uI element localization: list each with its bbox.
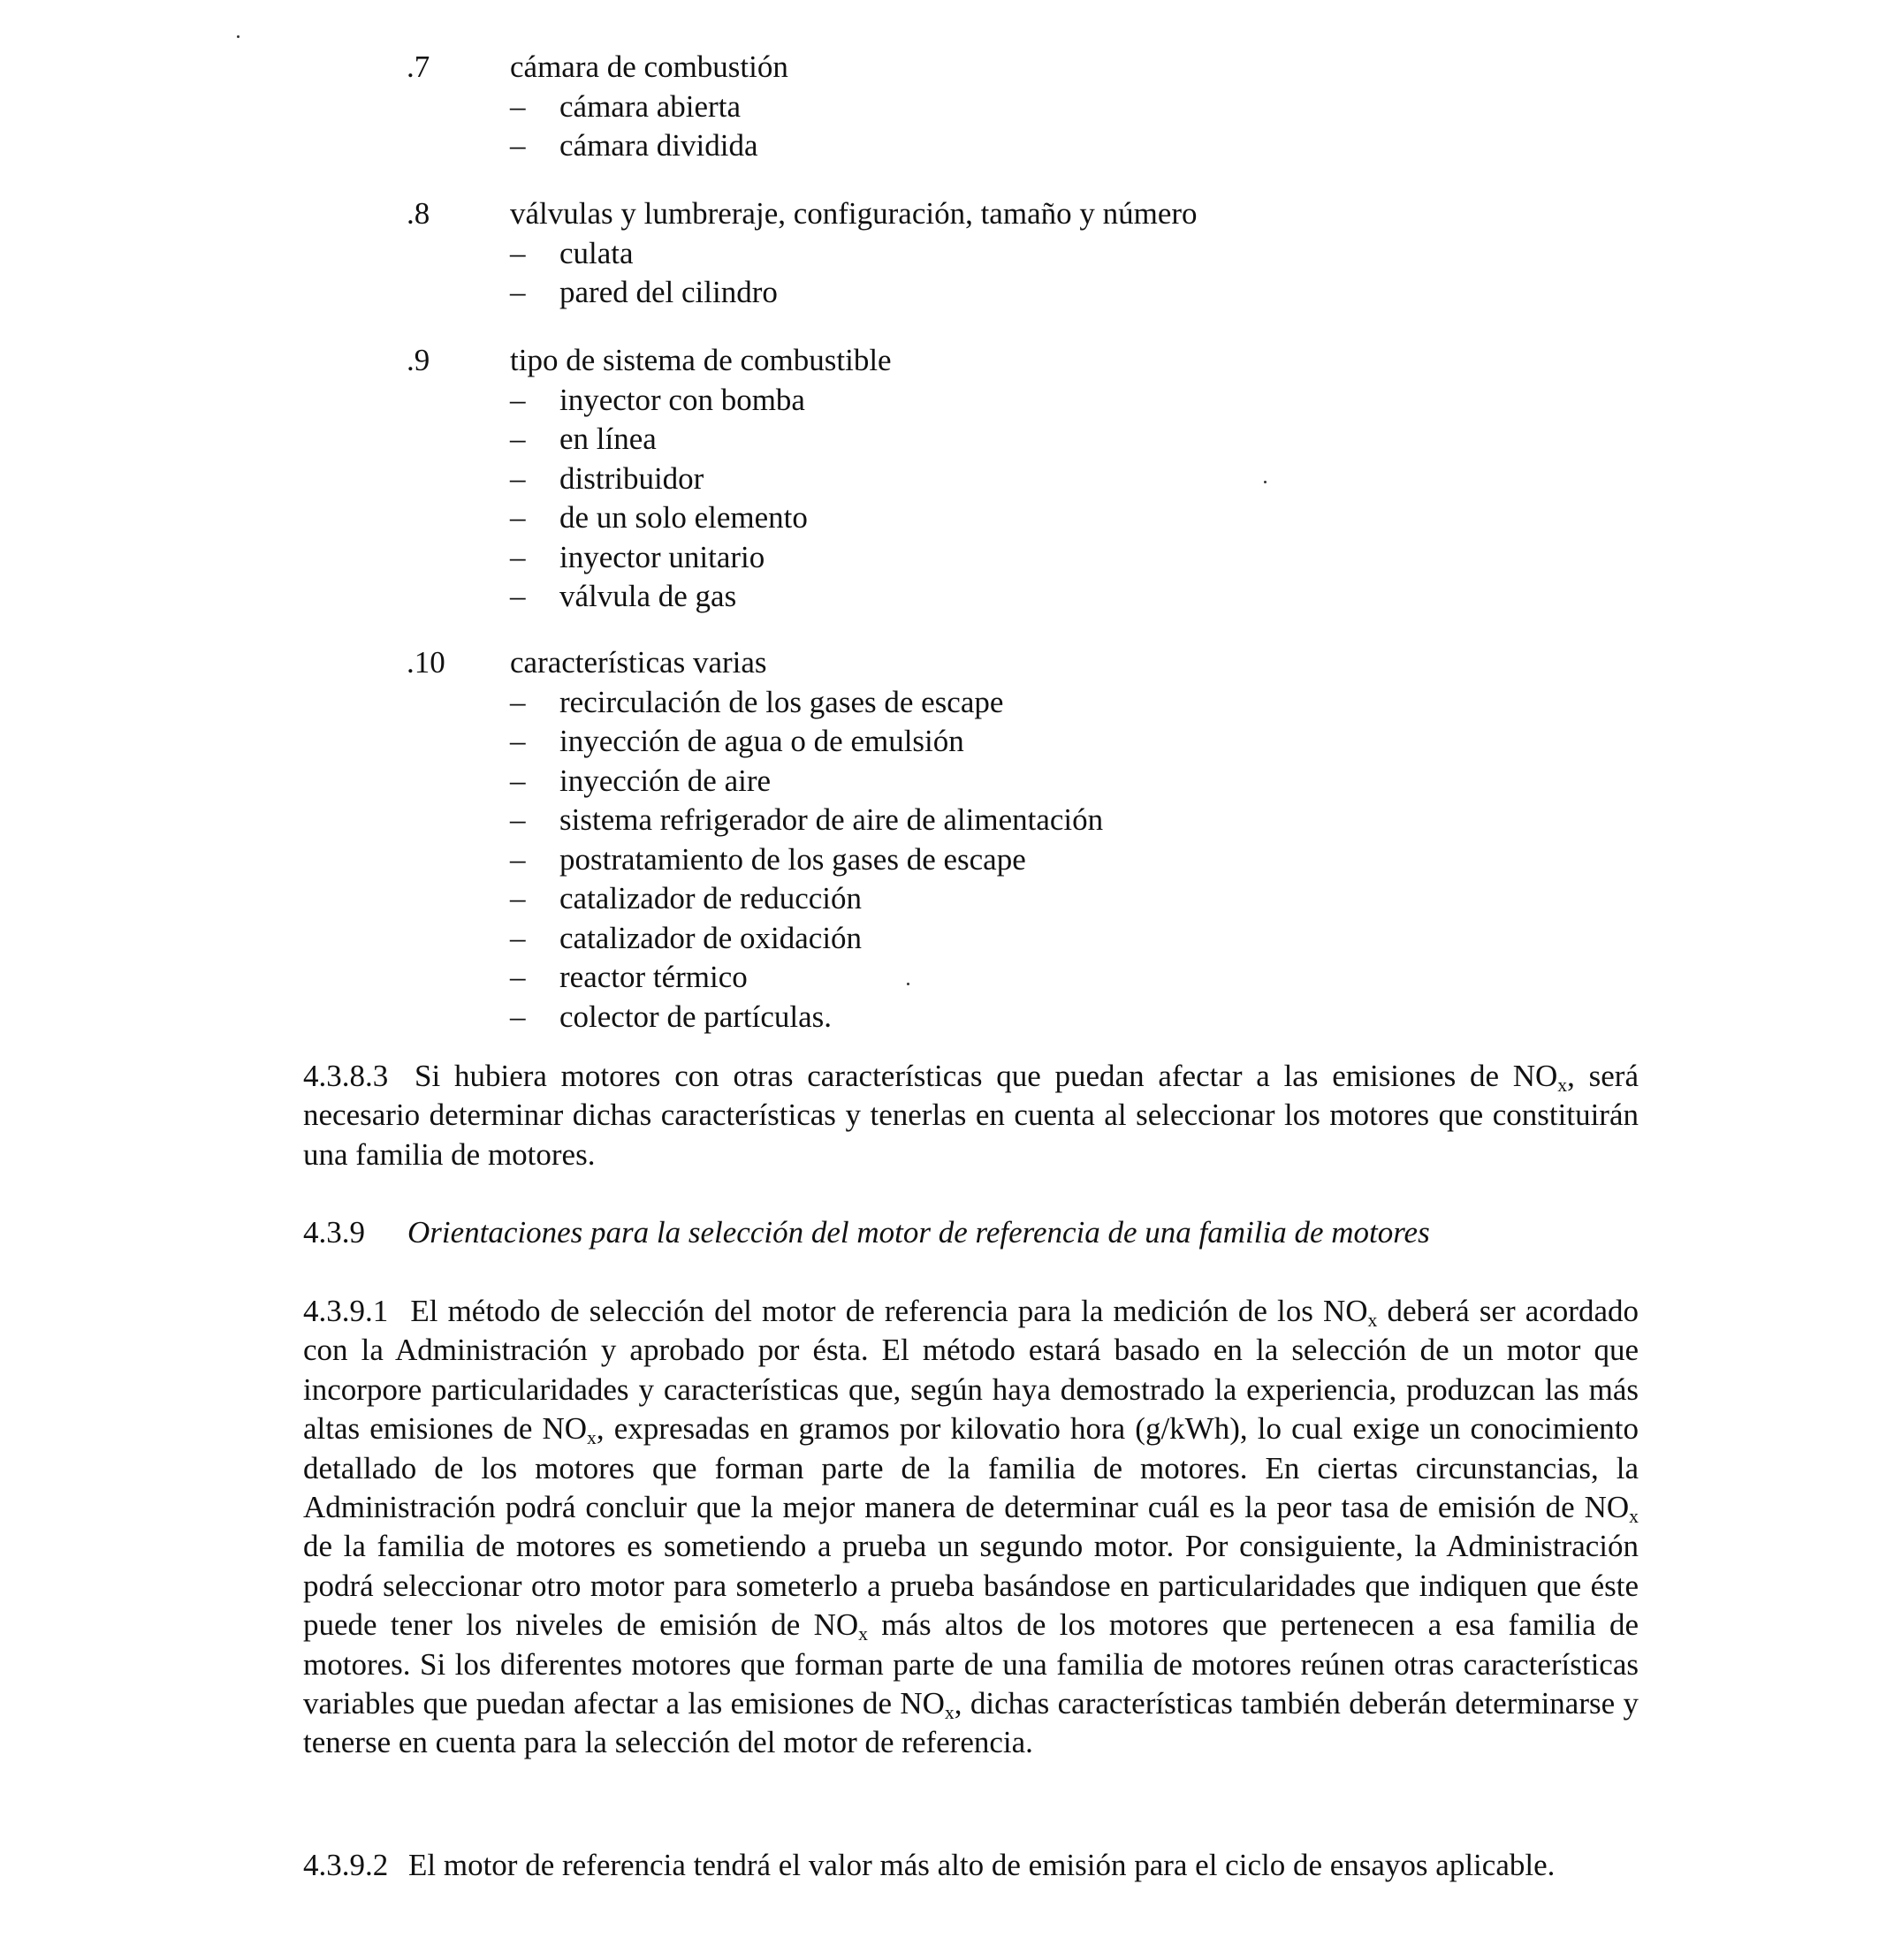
bullet-text: inyección de aire [559,763,772,798]
item-title: características varias [510,645,767,680]
section-heading-4-3-9 [303,1213,1717,1252]
item-number: .9 [407,343,430,377]
bullet-text: cámara dividida [559,128,758,163]
bullet-text: sistema refrigerador de aire de alimentación [559,802,1104,837]
paragraph-text: de la familia de motores es sometiendo a prueba un segundo motor. Por consiguiente, la Administración podrá seleccionar otro motor para someterlo a prueba basándose en particularidades que indiquen que éste puede tener los niveles de emisión de NO [303,1529,1639,1643]
dash-marker: – [510,724,526,758]
dash-marker: – [510,539,526,574]
list-item [510,577,808,617]
bullet-text: en línea [559,422,657,456]
list-item [510,683,1103,723]
subscript: x [1629,1506,1639,1528]
dash-marker: – [510,960,526,994]
section-number: 4.3.9 [303,1215,365,1250]
subscript: x [944,1702,955,1724]
bullet-text: válvula de gas [559,579,737,613]
bullet-text: pared del cilindro [559,275,778,309]
paragraph-text: Si hubiera motores con otras características que puedan afectar a las emisiones de NO [415,1059,1558,1093]
list-item [510,126,757,166]
heading-text: Orientaciones para la selección del motor de referencia de una familia de motores [407,1215,1430,1250]
list-item [510,762,1103,801]
section-number: 4.3.9.2 [303,1848,389,1882]
bullet-list [510,381,808,617]
dash-marker: – [510,579,526,613]
dash-marker: – [510,999,526,1034]
section-number: 4.3.8.3 [303,1059,389,1093]
bullet-text: inyector con bomba [559,382,805,417]
subscript: x [1367,1310,1378,1332]
subscript: x [1557,1075,1568,1097]
list-item [510,998,1103,1037]
bullet-list [510,683,1103,1037]
dash-marker: – [510,763,526,798]
paragraph-4-3-9-1 [303,1292,1639,1763]
dash-marker: – [510,684,526,719]
bullet-text: distribuidor [559,460,704,496]
bullet-text: recirculación de los gases de escape [559,684,1004,719]
item-title: válvulas y lumbreraje, configuración, tamaño y número [510,196,1198,231]
bullet-text: catalizador de oxidación [559,920,863,955]
list-item [510,420,808,460]
list-item [510,801,1103,840]
bullet-list [510,87,757,166]
bullet-list [510,234,778,313]
dash-marker: – [510,841,526,877]
bullet-text: postratamiento de los gases de escape [559,841,1026,877]
bullet-text: reactor térmico [559,960,748,994]
bullet-text: colector de partículas. [559,999,833,1034]
dash-marker: – [510,920,526,955]
dash-marker: – [510,500,526,535]
bullet-text: inyección de agua o de emulsión [559,724,964,758]
list-item [510,87,757,127]
list-item [510,879,1103,919]
dash-marker: – [510,275,526,309]
list-item [510,538,808,578]
dash-marker: – [510,128,526,163]
paragraph-4-3-8-3 [303,1057,1639,1174]
scan-speck [907,983,909,985]
subscript: x [587,1427,597,1449]
dash-marker: – [510,802,526,837]
subscript: x [858,1623,868,1645]
section-number: 4.3.9.1 [303,1294,389,1328]
paragraph-4-3-9-2 [303,1846,1639,1885]
item-number: .10 [407,645,445,680]
item-number: .8 [407,196,430,231]
paragraph-text: , expresadas en gramos por kilovatio hora (g/kWh), lo cual exige un conocimiento detallado de los motores que forman parte de la familia de motores. En ciertas circunstancias, la Administración podrá concluir que la mejor manera de determinar cuál es la peor tasa de emisión de NO [303,1411,1639,1525]
bullet-text: catalizador de reducción [559,881,863,915]
paragraph-text: El método de selección del motor de referencia para la medición de los NO [410,1294,1368,1328]
list-item [510,460,808,499]
bullet-text: cámara abierta [559,88,741,124]
item-number: .7 [407,49,430,84]
list-item [510,722,1103,762]
paragraph-text: deberá ser acordado con la Administración y aprobado por ésta. El método estará basado en la selección de un motor que incorpore particularidades y características que, según haya demostrado la experiencia, produzcan las más altas emisiones de NO [303,1294,1639,1447]
list-item [510,381,808,421]
dash-marker: – [510,88,526,124]
list-item [510,498,808,538]
scan-speck [1264,481,1267,483]
dash-marker: – [510,881,526,915]
paragraph-text: El motor de referencia tendrá el valor más alto de emisión para el ciclo de ensayos aplicable. [408,1848,1556,1882]
list-item [510,840,1103,880]
list-item [510,958,1103,998]
dash-marker: – [510,382,526,417]
list-item [510,919,1103,959]
list-item [510,273,778,313]
paragraph-text: más altos de los motores que pertenecen a esa familia de motores. Si los diferentes motores que forman parte de una familia de motores reúnen otras características variables que puedan afectar a las emisiones de NO [303,1607,1639,1721]
scan-speck [237,35,240,38]
list-item [510,234,778,274]
dash-marker: – [510,422,526,456]
bullet-text: de un solo elemento [559,500,808,535]
bullet-text: culata [559,235,634,270]
item-title: cámara de combustión [510,49,788,84]
paragraph-text: , dichas características también deberán determinarse y tenerse en cuenta para la selección del motor de referencia. [303,1686,1639,1760]
bullet-text: inyector unitario [559,539,765,574]
dash-marker: – [510,235,526,270]
dash-marker: – [510,460,526,496]
paragraph-text: , será necesario determinar dichas características y tenerlas en cuenta al seleccionar los motores que constituirán una familia de motores. [303,1059,1639,1172]
item-title: tipo de sistema de combustible [510,343,892,377]
